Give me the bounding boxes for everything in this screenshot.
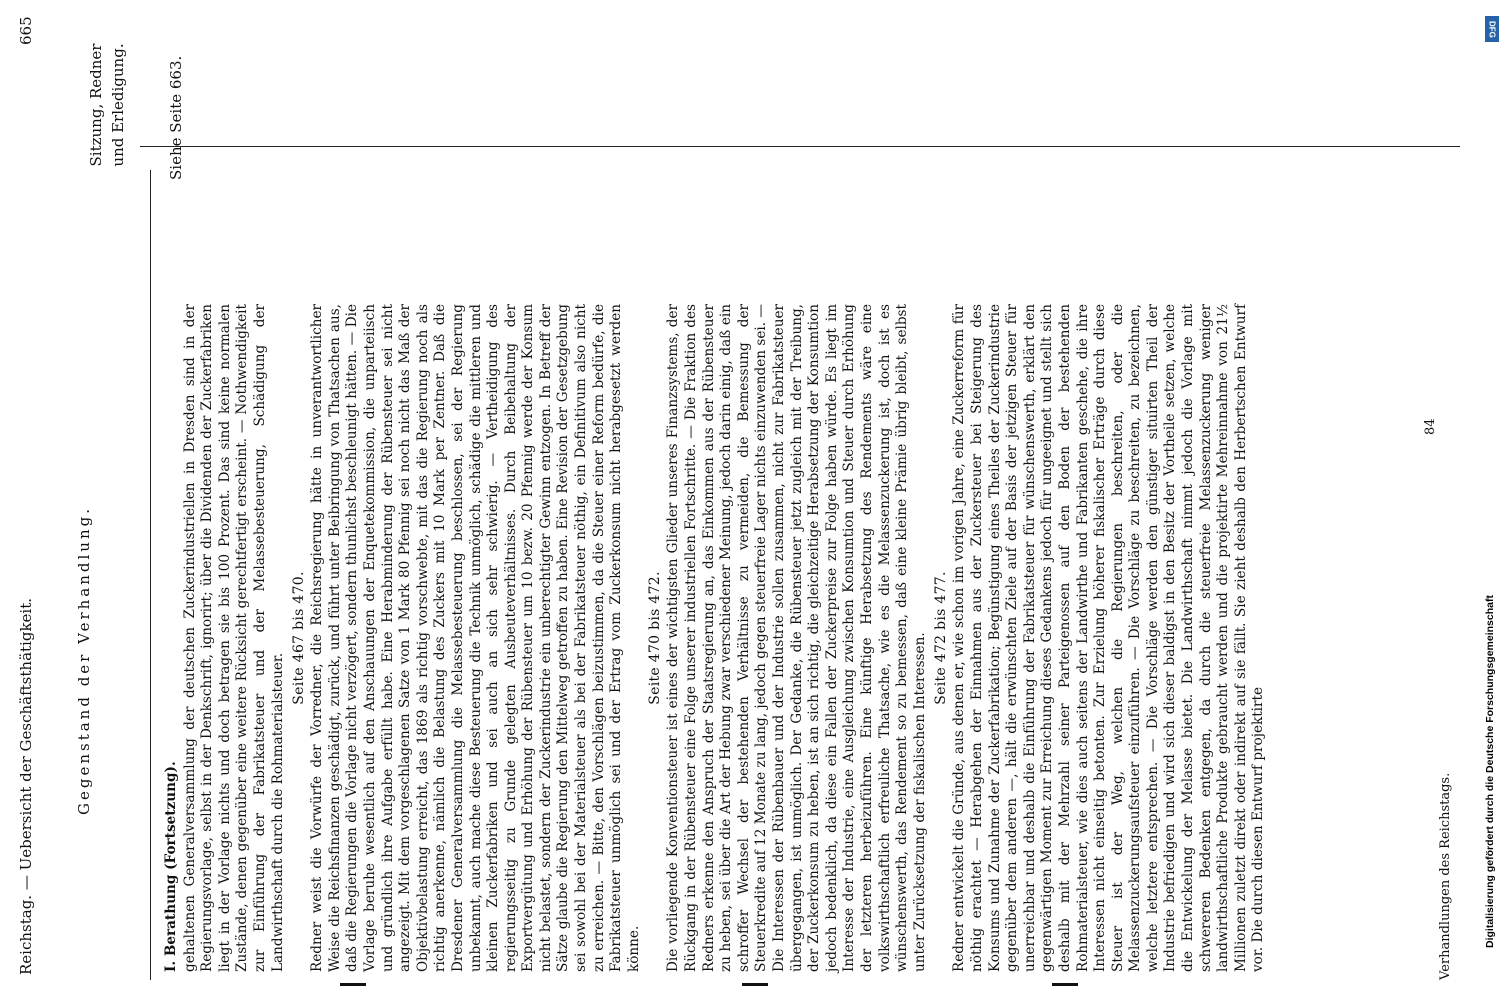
column-rule xyxy=(140,146,1460,147)
speaker-marker xyxy=(742,983,768,986)
footer-note: Verhandlungen des Reichstags. xyxy=(1438,772,1453,980)
seite-label-1: Seite 467 bis 470. xyxy=(291,571,308,705)
sitzung-entry: Siehe Seite 663. xyxy=(167,55,185,180)
column-heading-sitzung: Sitzung, Redner und Erledigung. xyxy=(87,43,127,167)
seite-label-2: Seite 470 bis 472. xyxy=(647,571,664,705)
page-number: 665 xyxy=(17,16,35,45)
seite-label-3: Seite 472 bis 477. xyxy=(933,571,950,705)
main-text-column xyxy=(163,304,1268,972)
paragraph-3: Die vorliegende Konventionsteuer ist eines der wichtigsten Glieder unseres Finanzsystems, der Rückgang in der Rübensteuer eine Folge unserer industriellen Fortschritte. — Die Fraktion des Redners erkenne den Anspruch der Staatsregierung an, das Einkommen aus der Rübensteuer zu heben, sei über die Art der Hebung zwar verschiedener Meinung, jedoch darin einig, daß ein schroffer Wechsel der bestehenden Verhältnisse zu vermeiden, die Bemessung der Steuerkredite auf 12 Monate zu lang, jedoch gegen steuerfreie Lager nichts einzuwenden sei. — Die Interessen der Rübenbauer und der Industrie sollen zusammen, nicht zur Fabrikatsteuer übergegangen, ist unmöglich. Der Gedanke, die Rübensteuer jetzt zugleich mit der Treibung, der Zuckerkonsum zu heben, ist an sich richtig, die gleichzeitige Herabsetzung der Konsumtion jedoch bedenklich, da diese ein Fallen der Zuckerpreise zur Folge haben würde. Es liegt im Interesse der Industrie, eine Ausgleichung zwischen Konsumtion und Steuer durch Erhöhung der letzteren herbeizuführen. Eine künftige Herabsetzung des Rendements wäre eine volkswirthschaftlich erfreuliche Thatsache, wie es die Melassenzuckerung ist, doch ist es wünschenswerth, das Rendement so zu bemessen, daß eine kleine Prämie übrig bleibt, selbst unter Zurücksetzung der fiskalischen Interessen. xyxy=(665,304,928,972)
digitization-text: Digitalisierung gefördert durch die Deutsche Forschungsgemeinschaft xyxy=(1484,595,1496,948)
header-rule xyxy=(150,170,151,980)
page-header: Reichstag. — Uebersicht der Geschäftsthätigkeit. xyxy=(17,598,35,975)
speaker-marker xyxy=(340,983,366,986)
section-title: I. Berathung (Fortsetzung). xyxy=(163,761,179,972)
digitization-strip xyxy=(1484,8,1500,998)
signature-mark: 84 xyxy=(1423,418,1438,435)
paragraph-4: Redner entwickelt die Gründe, aus denen er, wie schon im vorigen Jahre, eine Zuckerreform für nöthig erachtet — Herabgehen der Einnahmen aus der Zuckersteuer bei Steigerung des Konsums und Zunahme der Zuckerfabrikation; Begünstigung eines Theiles der Zuckerindustrie gegenüber dem anderen —, hält die erwünschten Ziele auf der Basis der jetzigen Steuer für unerreichbar und deshalb die Einführung der Fabrikatsteuer für wünschenswerth, erklärt den gegenwärtigen Moment zur Erreichung dieses Gedankens jedoch für ungeeignet und stellt sich deshalb mit der Mehrzahl seiner Parteigenossen auf den Boden der bestehenden Rohmaterialsteuer, wie dies auch seitens der Landwirthe und Fabrikanten geschehe, die ihre Interessen nicht einseitig betonten. Zur Erzielung höherer fiskalischer Erträge durch diese Steuer ist der Weg, welchen die Regierungen beschreiten, oder die Melassenzuckerungsaufsteuer einzuführen. — Die Vorschläge zu beschreiten, zu bezeichnen, welche letztere entsprechen. — Die Vorschläge werden den günstiger situirten Theil der Industrie befriedigen und wird sich dieser baldigst in den Besitz der Vortheile setzen, welche die Entwickelung der Melasse bietet. Die Landwirthschaft nimmt jedoch die Vorlage mit schwereren Bedenken entgegen, da durch die steuerfreie Melassenzuckerung weniger landwirthschaftliche Produkte gebraucht werden und die projektirte Mehreinnahme von 21½ Millionen zuletzt direkt oder indirekt auf sie fällt. Sie zieht deshalb den Herbertschen Entwurf vor. Die durch diesen Entwurf projektirte xyxy=(951,304,1267,972)
column-heading-gegenstand: Gegenstand der Verhandlung. xyxy=(75,506,93,815)
dfg-logo: DFG xyxy=(1485,16,1499,42)
paragraph-1: gehaltenen Generalversammlung der deutschen Zuckerindustriellen in Dresden sind in der Regierungsvorlage, selbst in der Denkschrift, ignorirt; über die Dividenden der Zuckerfabriken liegt in der Vorlage nichts und doch betragen sie bis 100 Prozent. Das sind keine normalen Zustände, denen gegenüber eine weitere Rücksicht gerechtfertigt erscheint. — Nothwendigkeit zur Einführung der Fabrikatsteuer und der Melassebesteuerung, Schädigung der Landwirthschaft durch die Rohmaterialsteuer. xyxy=(181,304,286,972)
speaker-marker xyxy=(1052,983,1078,986)
paragraph-2: Redner weist die Vorwürfe der Vorredner, die Reichsregierung hätte in unverantwortlicher Weise die Reichsfinanzen geschädigt, zurück, und führt unter Beibringung von Thatsachen aus, daß die Regierungen die Vorlage nicht verzögert, sondern thunlichst beschleunigt hätten. — Die Vorlage beruhe wesentlich auf den Anschauungen der Enquetekommission, die unparteiisch und gründlich ihre Aufgabe erfüllt habe. Eine Herabminderung der Rübensteuer sei nicht angezeigt. Mit dem vorgeschlagenen Satze von 1 Mark 80 Pfennig sei noch nicht das Maß der Objektivbelastung erreicht, das 1869 als richtig vorschwebte, mit das die Regierung noch als richtig anerkenne, nämlich die Belastung des Zuckers mit 10 Mark per Zentner. Daß die Dresdener Generalversammlung die Melassebesteuerung beschlossen, sei der Regierung unbekannt, auch mache diese Besteuerung die Technik unmöglich, schädige die mittleren und kleinen Zuckerfabriken und sei auch an sich sehr schwierig. — Vertheidigung des regierungsseitig zu Grunde gelegten Ausbeuteverhältnisses. Durch Beibehaltung der Exportvergütung und Erhöhung der Rübensteuer um 10 bezw. 20 Pfennig werde der Konsum nicht belastet, sondern der Zuckerindustrie ein unberechtigter Gewinn entzogen. In Betreff der Sätze glaube die Regierung den Mittelweg getroffen zu haben. Eine Revision der Gesetzgebung sei sowohl bei der Materialsteuer als bei der Fabrikatsteuer nöthig, ein Definitivum also nicht zu erreichen. — Bitte, den Vorschlägen beizustimmen, da die Steuer einer Reform bedürfe, die Fabrikatsteuer unmöglich sei und der Ertrag vom Zuckerkonsum nicht herabgesetzt werden könne. xyxy=(309,304,642,972)
